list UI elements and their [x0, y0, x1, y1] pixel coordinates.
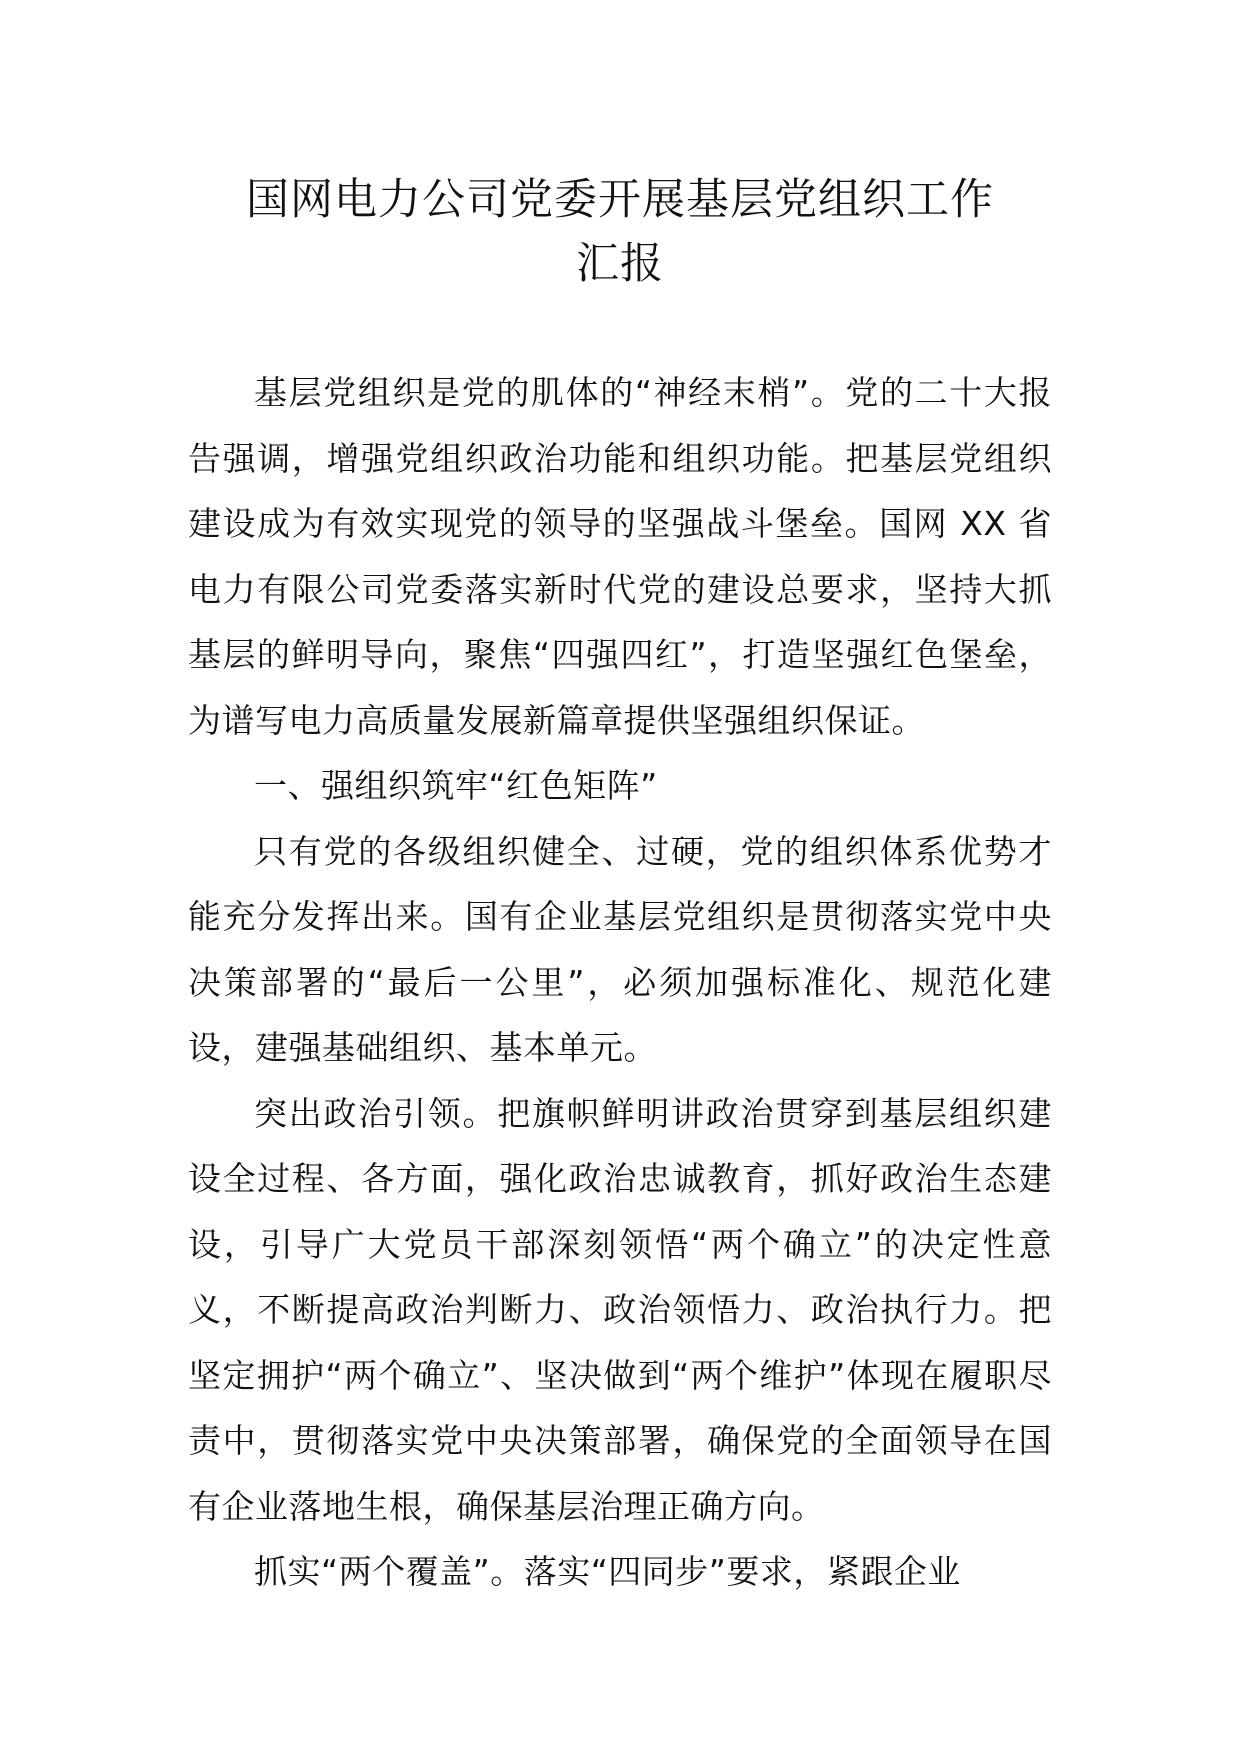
paragraph-political-leadership: 突出政治引领。把旗帜鲜明讲政治贯穿到基层组织建设全过程、各方面，强化政治忠诚教育，抓好政治生态建设，引导广大党员干部深刻领悟“两个确立”的决定性意义，不断提高政治判断力、政治领悟力、政治执行力。把坚定拥护“两个确立”、坚决做到“两个维护”体现在履职尽责中，贯彻落实党中央决策部署，确保党的全面领导在国有企业落地生根，确保基层治理正确方向。 [188, 1093, 1052, 1526]
paragraph-two-coverages: 抓实“两个覆盖”。落实“四同步”要求，紧跟企业 [254, 1552, 961, 1591]
document-body [188, 360, 1052, 1605]
paragraph-intro: 基层党组织是党的肌体的“神经末梢”。党的二十大报告强调，增强党组织政治功能和组织功能。把基层党组织建设成为有效实现党的领导的坚强战斗堡垒。国网 XX 省电力有限公司党委落实新时代党的建设总要求，坚持大抓基层的鲜明导向，聚焦“四强四红”，打造坚强红色堡垒，为谱写电力高质量发展新篇章提供坚强组织保证。 [188, 373, 1052, 740]
section-heading-1: 一、强组织筑牢“红色矩阵” [254, 766, 658, 805]
document-title-line-2: 汇报 [576, 239, 664, 289]
document-title-line-1: 国网电力公司党委开展基层党组织工作 [246, 175, 994, 225]
document-title [150, 168, 1090, 296]
paragraph-section-1-intro: 只有党的各级组织健全、过硬，党的组织体系优势才能充分发挥出来。国有企业基层党组织是贯彻落实党中央决策部署的“最后一公里”，必须加强标准化、规范化建设，建强基础组织、基本单元。 [188, 831, 1052, 1067]
